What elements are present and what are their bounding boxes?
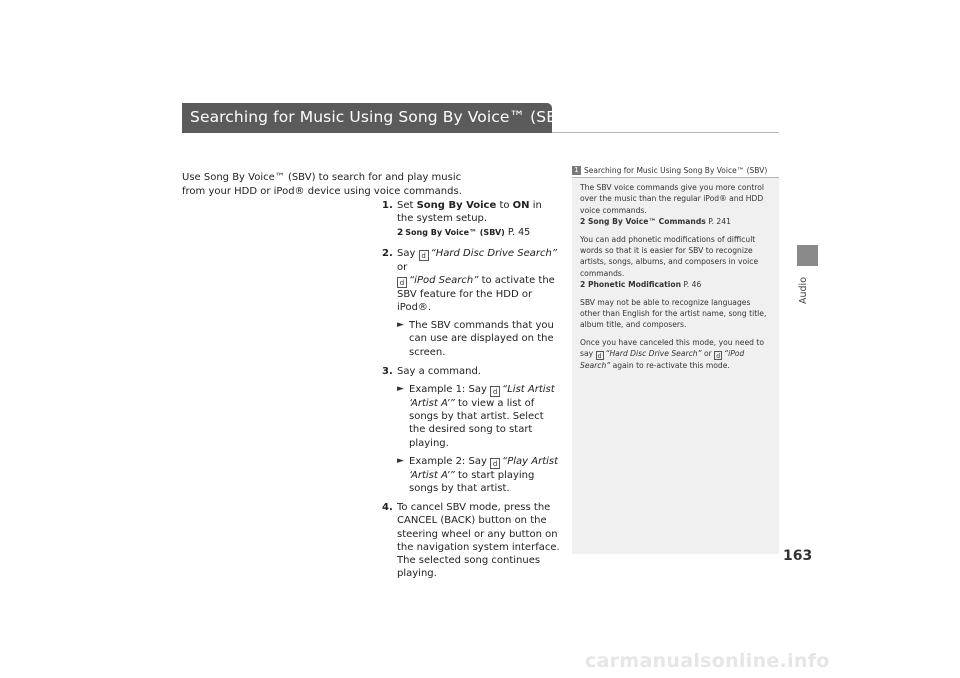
result-arrow-icon: ►: [397, 455, 404, 466]
cross-reference[interactable]: [397, 226, 560, 240]
step-number: 2.: [382, 247, 393, 259]
reference-arrow-icon: 2: [397, 228, 404, 239]
step-text: to activate the SBV feature for the HDD or iPod®.: [397, 274, 555, 314]
note-text: or: [701, 349, 715, 359]
note-panel: [572, 165, 779, 554]
talk-button-icon: d: [397, 277, 407, 288]
step-2: [382, 247, 560, 359]
chapter-tab: [796, 272, 820, 308]
step-result: [397, 319, 560, 359]
note-text: Once you have canceled this mode, you need to say: [580, 337, 764, 359]
reference-title: Phonetic Modification: [587, 280, 681, 290]
step-1: [382, 199, 560, 241]
note-paragraph: [580, 337, 772, 372]
step-number: 1.: [382, 200, 393, 211]
talk-button-icon: d: [596, 351, 604, 360]
reference-title: Song By Voice™ Commands: [587, 217, 706, 227]
voice-command: “List Artist ‘Artist A’”: [409, 384, 555, 410]
note-header: [572, 165, 779, 178]
note-cross-reference[interactable]: [580, 217, 731, 226]
result-text: The SBV commands that you can use are displayed on the screen.: [409, 320, 554, 358]
setting-name: Song By Voice: [416, 200, 497, 211]
note-text: The SBV voice commands give you more control over the music than the regular iPod® and HDD voice commands.: [580, 183, 765, 215]
reference-arrow-icon: 2: [580, 217, 586, 227]
reference-title: Song By Voice™ (SBV): [405, 228, 505, 238]
example-text: Example 1: Say: [409, 384, 491, 396]
watermark: carmanualsonline.info: [585, 650, 830, 672]
voice-command: “Play Artist ‘Artist A’”: [409, 455, 559, 481]
step-number: 4.: [382, 502, 393, 514]
note-text: again to re-activate this mode.: [610, 361, 730, 371]
step-text: to: [496, 200, 513, 211]
step-4: [382, 501, 560, 580]
chapter-tab-marker: [797, 245, 818, 266]
note-paragraph: SBV may not be able to recognize languages other than English for the artist name, song title, album title, and composers.: [580, 297, 767, 330]
note-text: You can add phonetic modifications of difficult words so that it is easier for SBV to recognize artists, songs, albums, and composers in voice commands.: [580, 234, 759, 278]
voice-command: “iPod Search”: [580, 349, 745, 371]
chapter-tab-label: Audio: [798, 276, 809, 304]
section-divider: [552, 132, 779, 133]
step-text: Set: [397, 200, 417, 211]
note-icon: 1: [572, 166, 581, 175]
page-number: 163: [783, 548, 813, 564]
example-text: to view a list of songs by that artist. Select the desired song to start playing.: [409, 398, 544, 449]
step-text: in the system setup.: [397, 200, 542, 225]
step-text: Say: [397, 247, 419, 259]
reference-page: P. 46: [681, 280, 702, 290]
example-text: to start playing songs by that artist.: [409, 469, 535, 495]
step-text: Say a command.: [397, 365, 481, 377]
note-cross-reference[interactable]: [580, 280, 701, 289]
setting-value: ON: [512, 200, 530, 211]
result-arrow-icon: ►: [397, 320, 404, 331]
result-arrow-icon: ►: [397, 384, 404, 395]
note-paragraph: [580, 182, 772, 228]
intro-text: Use Song By Voice™ (SBV) to search for and play music from your HDD or iPod® device using voice commands.: [182, 172, 462, 197]
example-2: [397, 455, 560, 495]
voice-command: “Hard Disc Drive Search”: [430, 247, 558, 259]
voice-command: “iPod Search”: [409, 274, 479, 286]
example-text: Example 2: Say: [409, 455, 491, 467]
talk-button-icon: d: [490, 458, 500, 469]
step-text: To cancel SBV mode, press the CANCEL (BACK) button on the steering wheel or any button on the navigation system interface. The selected song continues playing.: [397, 502, 560, 580]
section-title: Searching for Music Using Song By Voice™ (SBV): [190, 108, 574, 126]
note-paragraph: [580, 234, 772, 291]
step-text: or: [397, 261, 408, 273]
talk-button-icon: d: [490, 386, 500, 397]
step-list: [382, 199, 560, 586]
step-3: [382, 365, 560, 495]
note-body: [580, 182, 772, 378]
voice-command: “Hard Disc Drive Search”: [605, 349, 702, 359]
example-1: [397, 383, 560, 450]
reference-arrow-icon: 2: [580, 280, 586, 290]
talk-button-icon: d: [714, 351, 722, 360]
step-number: 3.: [382, 365, 393, 377]
reference-page: P. 241: [705, 217, 731, 227]
reference-page: P. 45: [504, 227, 531, 239]
talk-button-icon: d: [419, 250, 429, 261]
note-title: Searching for Music Using Song By Voice™ (SBV): [584, 166, 768, 175]
